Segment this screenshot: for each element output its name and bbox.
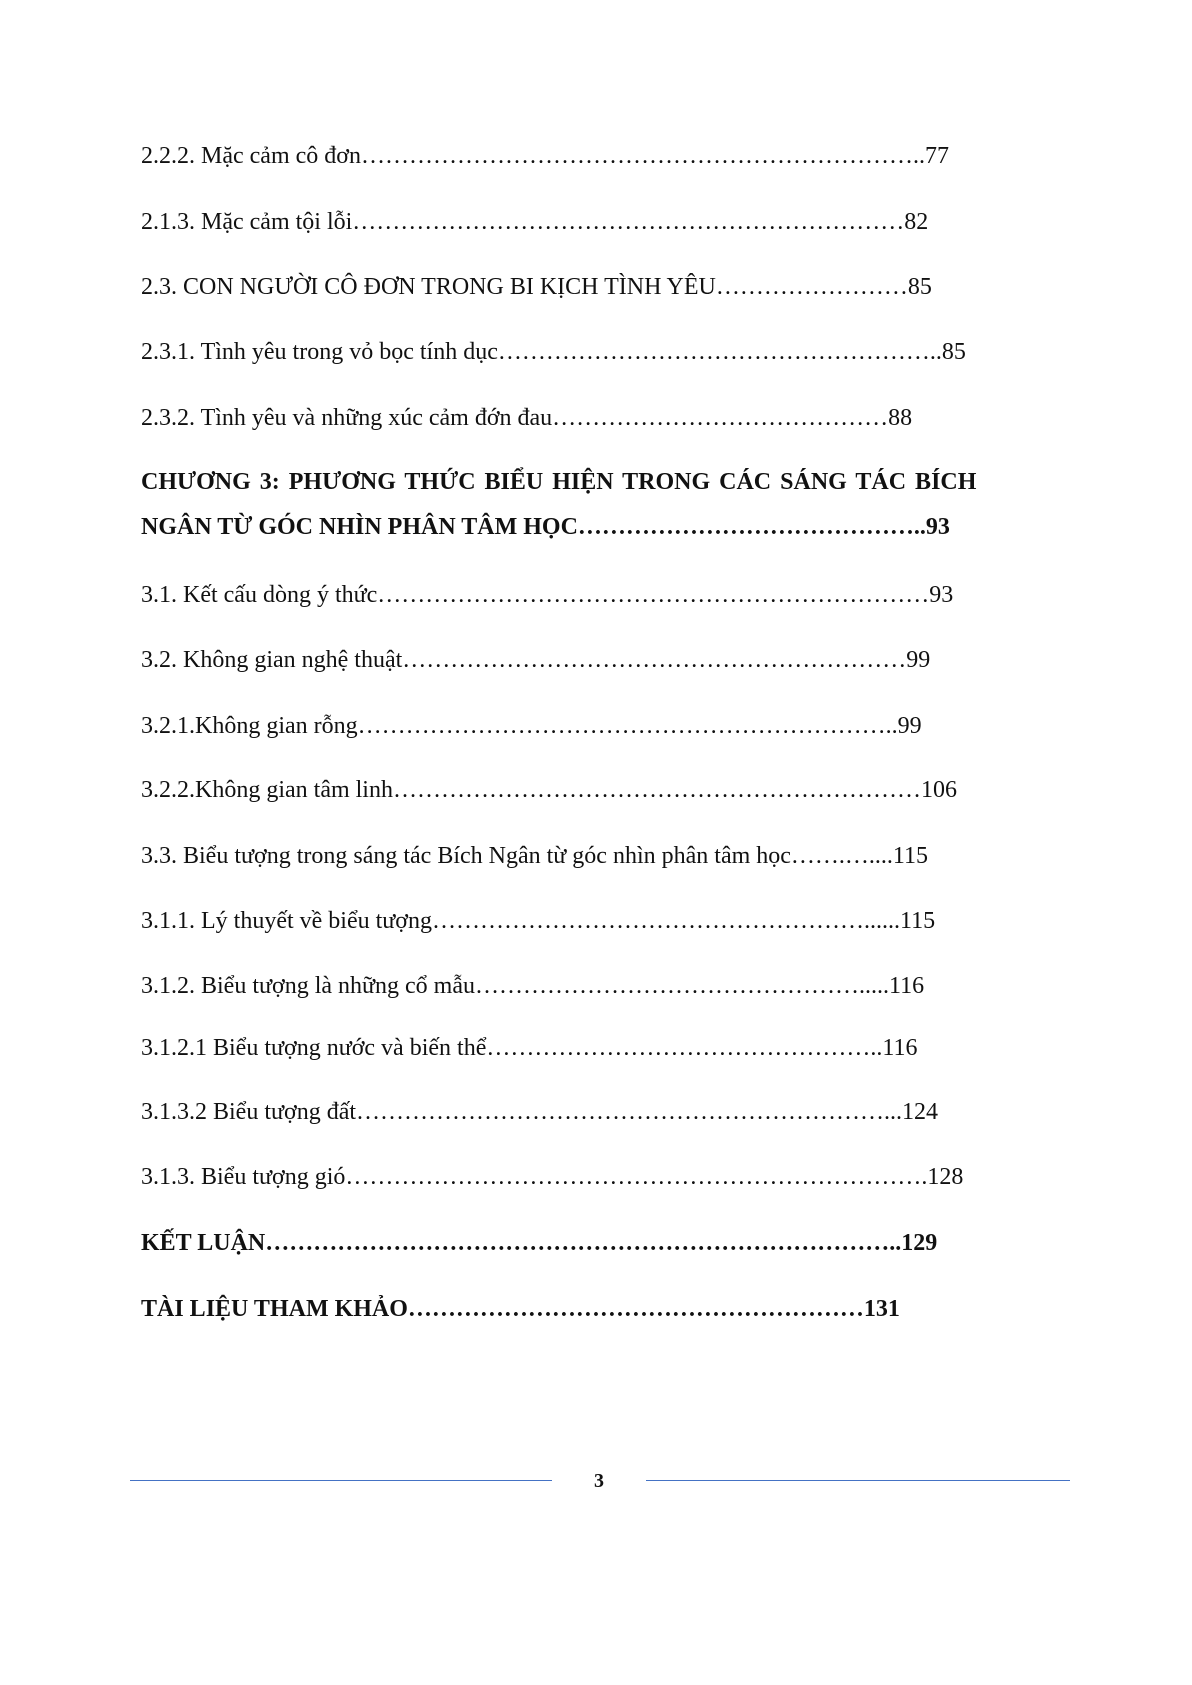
toc-entry-3-3: 3.3. Biểu tượng trong sáng tác Bích Ngân từ góc nhìn phân tâm học…….…....115 [141,843,929,869]
toc-entry-3-1-2: 3.1.2. Biểu tượng là những cổ mẫu………………………………………….....116 [141,973,925,999]
toc-entry-conclusion: KẾT LUẬN……………………………………………………………………..129 [141,1230,938,1256]
toc-entry-3-2-2: 3.2.2.Không gian tâm linh…………………………………………………………106 [141,777,957,803]
toc-entry-3-2: 3.2. Không gian nghệ thuật………………………………………………………99 [141,647,931,673]
toc-entry-3-1-2-1: 3.1.2.1 Biểu tượng nước và biến thể…………………………………………..116 [141,1035,918,1061]
footer-rule-right [646,1480,1070,1481]
toc-entry-2-1-3: 2.1.3. Mặc cảm tội lỗi……………………………………………………………82 [141,209,929,235]
toc-entry-2-2-2: 2.2.2. Mặc cảm cô đơn……………………………………………………………..77 [141,143,949,169]
toc-entry-3-2-1: 3.2.1.Không gian rỗng…………………………………………………………..99 [141,713,922,739]
toc-entry-3-1-3-2: 3.1.3.2 Biểu tượng đất…………………………………………………………...124 [141,1099,939,1125]
toc-entry-2-3: 2.3. CON NGƯỜI CÔ ĐƠN TRONG BI KỊCH TÌNH YÊU……………………85 [141,274,932,300]
toc-chapter-3-heading [141,460,1061,550]
page-number: 3 [594,1470,604,1492]
chapter-3-title-line-2: NGÂN TỪ GÓC NHÌN PHÂN TÂM HỌC……………………………………..93 [141,514,950,540]
toc-entry-3-1: 3.1. Kết cấu dòng ý thức……………………………………………………………93 [141,582,954,608]
toc-entry-2-3-2: 2.3.2. Tình yêu và những xúc cảm đớn đau……………………………………88 [141,405,913,431]
toc-entry-3-1-1: 3.1.1. Lý thuyết về biểu tượng………………………………………………......115 [141,908,936,934]
footer-rule-left [130,1480,552,1481]
toc-entry-3-1-3: 3.1.3. Biểu tượng gió……………………………………………………………….128 [141,1164,964,1190]
toc-entry-references: TÀI LIỆU THAM KHẢO…………………………………………………131 [141,1296,900,1322]
chapter-3-title-line-1: CHƯƠNG 3: PHƯƠNG THỨC BIỂU HIỆN TRONG CÁC SÁNG TÁC BÍCH [141,469,977,495]
toc-entry-2-3-1: 2.3.1. Tình yêu trong vỏ bọc tính dục………………………………………………..85 [141,339,966,365]
